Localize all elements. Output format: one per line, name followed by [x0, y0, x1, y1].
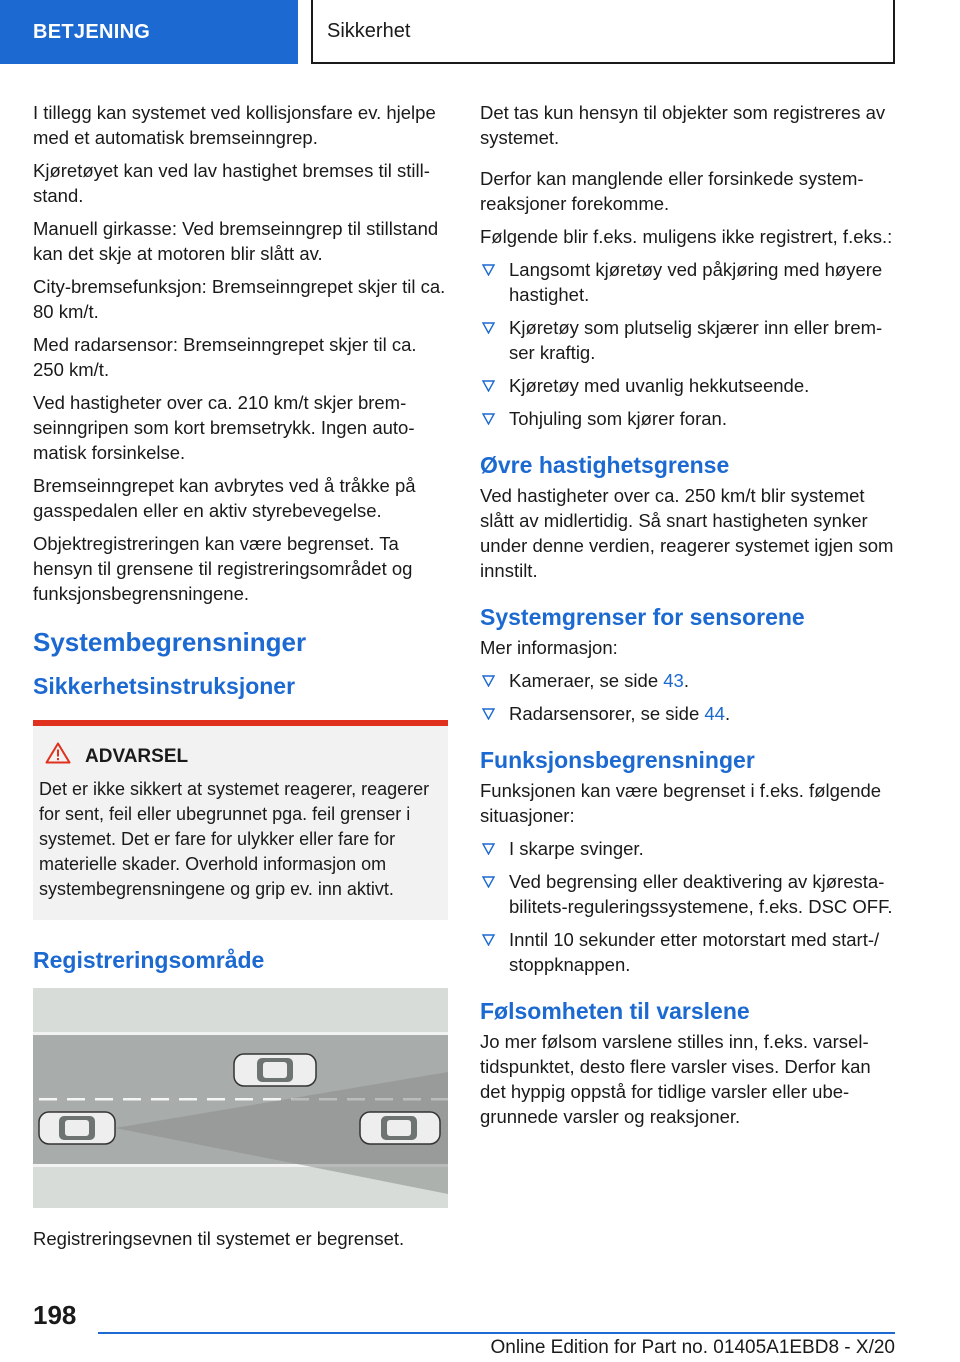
paragraph: Kjøretøyet kan ved lav hastighet bremses til stillstand.	[33, 160, 430, 206]
undetected-objects-list	[480, 257, 898, 431]
bullet-triangle-icon	[482, 322, 495, 334]
paragraph: Derfor kan manglende eller forsinkede systemreaksjoner forekomme.	[480, 168, 864, 214]
bullet-triangle-icon	[482, 708, 495, 720]
car-icon	[39, 1112, 115, 1144]
heading-function-limits: Funksjonsbegrensninger	[480, 747, 755, 773]
list-item	[480, 927, 898, 977]
warning-triangle-icon	[45, 742, 71, 771]
list-item	[480, 373, 898, 398]
warning-box	[33, 720, 448, 920]
diagram-caption: Registreringsevnen til systemet er begrenset.	[33, 1228, 405, 1249]
heading-safety-instructions: Sikkerhetsinstruksjoner	[33, 673, 296, 699]
page-link-cameras[interactable]: 43	[663, 670, 684, 691]
function-limits-list	[480, 836, 898, 977]
list-item-text: Inntil 10 sekunder etter motorstart med start-/ stoppknappen.	[509, 929, 880, 975]
bullet-triangle-icon	[482, 934, 495, 946]
warning-label: ADVARSEL	[85, 746, 189, 767]
paragraph: Det tas kun hensyn til objekter som registreres av systemet.	[480, 102, 886, 148]
car-icon	[234, 1054, 316, 1086]
paragraph: Følgende blir f.eks. muligens ikke registrert, f.eks.:	[480, 226, 893, 247]
list-item	[480, 836, 898, 861]
section-tab: BETJENING	[0, 0, 298, 64]
page-number: 198	[33, 1300, 77, 1330]
bullet-triangle-icon	[482, 876, 495, 888]
sensor-info-list	[480, 668, 898, 726]
bullet-triangle-icon	[482, 843, 495, 855]
paragraph: Funksjonen kan være begrenset i f.eks. følgende situasjoner:	[480, 780, 882, 826]
list-item-text: Kjøretøy som plutselig skjærer inn eller bremser kraftig.	[509, 317, 883, 363]
list-item-text: I skarpe svinger.	[509, 838, 644, 859]
warning-text: Det er ikke sikkert at systemet reagerer, reagerer for sent, feil eller ubegrunnet pga. feil grenser i systemet. Det er fare for ulykker eller fare for materielle skader. Overhold informasjon om systembegrensningene og grip ev. inn aktivt.	[39, 779, 430, 899]
paragraph: Med radarsensor: Bremseinngrepet skjer til ca. 250 km/t.	[33, 334, 417, 380]
bullet-triangle-icon	[482, 413, 495, 425]
footer-divider	[98, 1332, 895, 1334]
bullet-triangle-icon	[482, 675, 495, 687]
list-item: Radarsensorer, se side 44.	[480, 701, 898, 726]
paragraph: Ved hastigheter over ca. 210 km/t skjer bremseinngripen som kort bremsetrykk. Ingen automatisk forsinkelse.	[33, 392, 415, 463]
heading-detection-area: Registreringsområde	[33, 947, 265, 973]
list-item-text: Kjøretøy med uvanlig hekkutseende.	[509, 375, 810, 396]
heading-sensor-limits: Systemgrenser for sensorene	[480, 604, 805, 630]
list-item-text: Tohjuling som kjører foran.	[509, 408, 727, 429]
paragraph: Jo mer følsom varslene stilles inn, f.eks. varseltidspunktet, desto flere varsler vises. Derfor kan det hyppig oppstå for tidlige varsler eller ubegrunnede varsler og reaksjoner.	[480, 1031, 871, 1127]
paragraph: Objektregistreringen kan være begrenset. Ta hensyn til grensene til registreringsområdet og funksjonsbegrensningene.	[33, 533, 413, 604]
left-column	[33, 100, 448, 1259]
list-item: Kameraer, se side 43.	[480, 668, 898, 693]
paragraph: Bremseinngrepet kan avbrytes ved å tråkke på gasspedalen eller en aktiv styrebevegelse.	[33, 475, 416, 521]
detection-area-diagram	[33, 988, 448, 1208]
list-item	[480, 869, 898, 919]
list-item	[480, 257, 898, 307]
footer-edition: Online Edition for Part no. 01405A1EBD8 - X/20	[490, 1337, 895, 1358]
page-section-title: Sikkerhet	[311, 0, 895, 64]
heading-warning-sensitivity: Følsomheten til varslene	[480, 998, 750, 1024]
bullet-triangle-icon	[482, 380, 495, 392]
paragraph: Mer informasjon:	[480, 637, 618, 658]
heading-system-limits: Systembegrensninger	[33, 627, 307, 657]
paragraph: City-bremsefunksjon: Bremseinngrepet skjer til ca. 80 km/t.	[33, 276, 446, 322]
list-item-text: Ved begrensing eller deaktivering av kjørestabilitets-reguleringssystemene, f.eks. DSC OFF.	[509, 871, 893, 917]
right-column	[480, 100, 898, 1137]
paragraph: Ved hastigheter over ca. 250 km/t blir systemet slått av midlertidig. Så snart hastigheten synker under denne verdien, reagerer systemet igjen som innstilt.	[480, 485, 894, 581]
bullet-triangle-icon	[482, 264, 495, 276]
paragraph: I tillegg kan systemet ved kollisjonsfare ev. hjelpe med et automatisk bremseinngrep.	[33, 102, 436, 148]
list-item	[480, 315, 898, 365]
car-icon	[360, 1112, 440, 1144]
list-item-text: Langsomt kjøretøy ved påkjøring med høyere hastighet.	[509, 259, 883, 305]
paragraph: Manuell girkasse: Ved bremseinngrep til stillstand kan det skje at motoren blir slått av.	[33, 218, 439, 264]
heading-speed-limit: Øvre hastighetsgrense	[480, 452, 730, 478]
list-item	[480, 406, 898, 431]
warning-header	[39, 742, 440, 771]
page-link-radar[interactable]: 44	[704, 703, 725, 724]
